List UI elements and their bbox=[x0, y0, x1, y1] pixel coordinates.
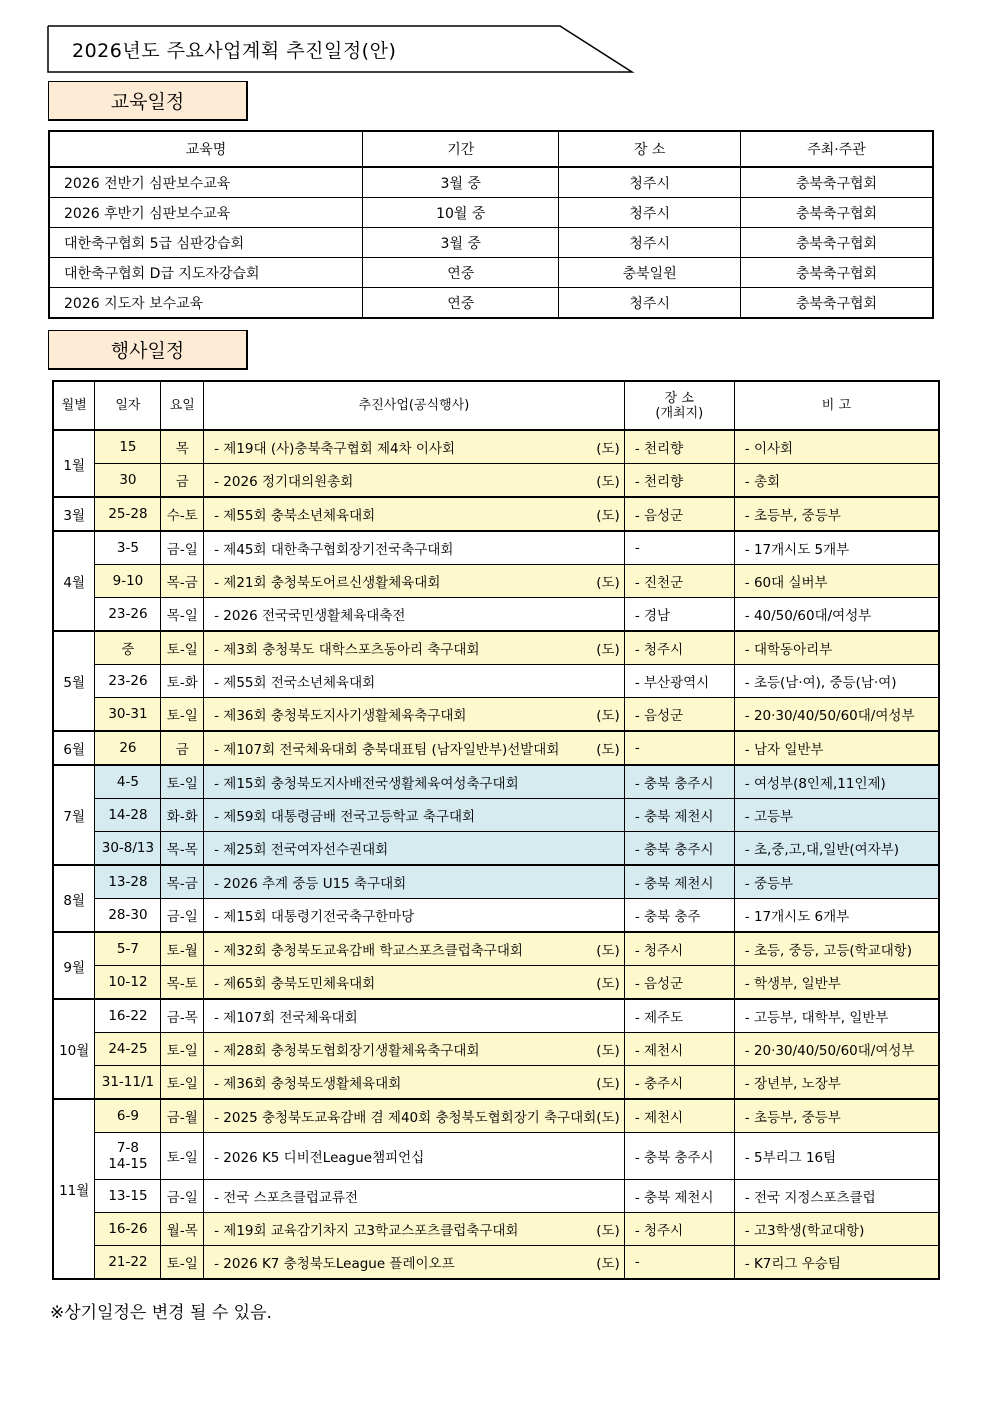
event-day-cell: 금-월 bbox=[161, 1099, 204, 1133]
event-place-cell: - 충북 충주 bbox=[624, 899, 734, 933]
event-name-cell bbox=[204, 865, 625, 899]
event-name-wrap bbox=[214, 738, 624, 758]
event-host-tag: (도) bbox=[596, 1043, 620, 1059]
event-month-cell: 8월 bbox=[53, 865, 95, 932]
event-place-cell: - 충북 충주시 bbox=[624, 832, 734, 866]
event-note-cell: - 초등(남·여), 중등(남·여) bbox=[734, 665, 939, 698]
event-name-cell bbox=[204, 899, 625, 933]
event-date-cell: 15 bbox=[95, 430, 161, 464]
event-day-cell: 토-일 bbox=[161, 1066, 204, 1100]
event-name-text: - 제107회 전국체육대회 bbox=[214, 1010, 358, 1026]
event-name-cell bbox=[204, 932, 625, 966]
event-row bbox=[53, 999, 939, 1033]
edu-cell-name: 2026 전반기 심판보수교육 bbox=[49, 167, 363, 198]
event-host-tag: (도) bbox=[596, 441, 620, 457]
event-note-cell: - 5부리그 16팀 bbox=[734, 1133, 939, 1180]
event-name-wrap bbox=[214, 872, 624, 892]
event-name-text: - 2025 충청북도교육감배 겸 제40회 충청북도협회장기 축구대회 bbox=[214, 1110, 597, 1126]
event-place-cell: - 충북 제천시 bbox=[624, 799, 734, 832]
edu-cell-host: 충북축구협회 bbox=[740, 288, 933, 319]
event-name-cell bbox=[204, 464, 625, 498]
event-date-cell: 28-30 bbox=[95, 899, 161, 933]
event-name-wrap bbox=[214, 538, 624, 558]
edu-row bbox=[49, 258, 933, 288]
event-day-cell: 금 bbox=[161, 731, 204, 765]
event-host-tag: (도) bbox=[596, 708, 620, 724]
event-note-cell: - 초등, 중등, 고등(학교대항) bbox=[734, 932, 939, 966]
event-name-text: - 2026 정기대의원총회 bbox=[214, 474, 354, 490]
event-row bbox=[53, 799, 939, 832]
event-note-cell: - 고3학생(학교대항) bbox=[734, 1213, 939, 1246]
event-name-text: - 2026 K7 충청북도League 플레이오프 bbox=[214, 1256, 455, 1272]
event-name-cell bbox=[204, 1033, 625, 1066]
event-name-text: - 제15회 충청북도지사배전국생활체육여성축구대회 bbox=[214, 776, 519, 792]
event-name-text: - 제55회 충북소년체육대회 bbox=[214, 508, 376, 524]
event-name-wrap bbox=[214, 504, 624, 524]
event-header-event: 추진사업(공식행사) bbox=[204, 381, 625, 430]
event-place-cell: - 충북 충주시 bbox=[624, 765, 734, 799]
event-place-cell: - bbox=[624, 1246, 734, 1280]
event-day-cell: 토-월 bbox=[161, 932, 204, 966]
event-name-wrap bbox=[214, 1186, 624, 1206]
event-note-cell: - 60대 실버부 bbox=[734, 565, 939, 598]
event-day-cell: 목-금 bbox=[161, 865, 204, 899]
event-name-wrap bbox=[214, 1219, 624, 1239]
event-row bbox=[53, 565, 939, 598]
edu-cell-period: 10월 중 bbox=[363, 198, 559, 228]
event-month-cell: 3월 bbox=[53, 497, 95, 531]
event-header-row bbox=[53, 381, 939, 430]
event-note-cell: - 전국 지정스포츠클럽 bbox=[734, 1180, 939, 1213]
edu-header-name: 교육명 bbox=[49, 131, 363, 167]
event-name-cell bbox=[204, 665, 625, 698]
event-note-cell: - 초,중,고,대,일반(여자부) bbox=[734, 832, 939, 866]
event-row bbox=[53, 899, 939, 933]
event-schedule-table bbox=[52, 380, 940, 1280]
event-note-cell: - 40/50/60대/여성부 bbox=[734, 598, 939, 632]
event-place-cell: - 충북 충주시 bbox=[624, 1133, 734, 1180]
event-host-tag: (도) bbox=[596, 508, 620, 524]
event-header-place-line1: 장 소 bbox=[664, 390, 694, 406]
event-name-cell bbox=[204, 1213, 625, 1246]
event-note-cell: - 20·30/40/50/60대/여성부 bbox=[734, 698, 939, 732]
event-day-cell: 목-토 bbox=[161, 966, 204, 1000]
event-name-text: - 2026 전국국민생활체육대축전 bbox=[214, 608, 406, 624]
edu-section-label: 교육일정 bbox=[48, 81, 248, 121]
event-host-tag: (도) bbox=[596, 1256, 620, 1272]
event-place-cell: - 진천군 bbox=[624, 565, 734, 598]
edu-cell-name: 대한축구협회 5급 심판강습회 bbox=[49, 228, 363, 258]
event-name-text: - 제25회 전국여자선수권대회 bbox=[214, 842, 389, 858]
edu-header-period: 기간 bbox=[363, 131, 559, 167]
edu-cell-place: 청주시 bbox=[559, 288, 740, 319]
event-date-cell: 31-11/1 bbox=[95, 1066, 161, 1100]
event-name-text: - 제55회 전국소년체육대회 bbox=[214, 675, 376, 691]
event-note-cell: - 초등부, 중등부 bbox=[734, 497, 939, 531]
event-name-wrap bbox=[214, 939, 624, 959]
edu-schedule-table bbox=[48, 130, 934, 319]
event-place-cell: - bbox=[624, 531, 734, 565]
event-date-cell: 중 bbox=[95, 631, 161, 665]
event-name-wrap bbox=[214, 638, 624, 658]
event-day-cell: 수-토 bbox=[161, 497, 204, 531]
event-day-cell: 토-화 bbox=[161, 665, 204, 698]
edu-cell-name: 대한축구협회 D급 지도자강습회 bbox=[49, 258, 363, 288]
event-host-tag: (도) bbox=[596, 1110, 620, 1126]
event-month-cell: 1월 bbox=[53, 430, 95, 497]
event-note-cell: - 남자 일반부 bbox=[734, 731, 939, 765]
event-place-cell: - 음성군 bbox=[624, 966, 734, 1000]
edu-cell-host: 충북축구협회 bbox=[740, 167, 933, 198]
event-name-cell bbox=[204, 832, 625, 866]
event-name-cell bbox=[204, 731, 625, 765]
event-month-cell: 10월 bbox=[53, 999, 95, 1099]
event-name-cell bbox=[204, 430, 625, 464]
event-date-cell: 14-28 bbox=[95, 799, 161, 832]
event-note-cell: - 초등부, 중등부 bbox=[734, 1099, 939, 1133]
event-date-cell: 5-7 bbox=[95, 932, 161, 966]
edu-header-host: 주최·주관 bbox=[740, 131, 933, 167]
event-note-cell: - 고등부 bbox=[734, 799, 939, 832]
event-name-wrap bbox=[214, 470, 624, 490]
edu-cell-host: 충북축구협회 bbox=[740, 198, 933, 228]
event-place-cell: - bbox=[624, 731, 734, 765]
event-name-cell bbox=[204, 531, 625, 565]
event-row bbox=[53, 497, 939, 531]
event-row bbox=[53, 631, 939, 665]
event-day-cell: 목 bbox=[161, 430, 204, 464]
event-place-cell: - 충북 제천시 bbox=[624, 1180, 734, 1213]
edu-cell-host: 충북축구협회 bbox=[740, 228, 933, 258]
event-name-wrap bbox=[214, 1039, 624, 1059]
event-name-cell bbox=[204, 799, 625, 832]
event-row bbox=[53, 430, 939, 464]
event-name-cell bbox=[204, 698, 625, 732]
event-name-text: - 제19대 (사)충북축구협회 제4차 이사회 bbox=[214, 441, 456, 457]
event-row bbox=[53, 765, 939, 799]
event-date-cell: 25-28 bbox=[95, 497, 161, 531]
edu-cell-period: 3월 중 bbox=[363, 167, 559, 198]
event-place-cell: - 청주시 bbox=[624, 631, 734, 665]
event-row bbox=[53, 966, 939, 1000]
event-header-month: 월별 bbox=[53, 381, 95, 430]
event-name-wrap bbox=[214, 905, 624, 925]
event-note-cell: - 총회 bbox=[734, 464, 939, 498]
event-name-text: - 제32회 충청북도교육감배 학교스포츠클럽축구대회 bbox=[214, 943, 523, 959]
event-name-wrap bbox=[214, 805, 624, 825]
event-row bbox=[53, 1033, 939, 1066]
event-host-tag: (도) bbox=[596, 1076, 620, 1092]
event-name-wrap bbox=[214, 1146, 624, 1166]
event-row bbox=[53, 832, 939, 866]
event-row bbox=[53, 531, 939, 565]
event-name-text: - 제65회 충북도민체육대회 bbox=[214, 976, 376, 992]
event-section-label: 행사일정 bbox=[48, 330, 248, 370]
event-date-cell: 13-15 bbox=[95, 1180, 161, 1213]
event-name-cell bbox=[204, 999, 625, 1033]
event-date-cell: 23-26 bbox=[95, 598, 161, 632]
event-day-cell: 금-일 bbox=[161, 899, 204, 933]
event-name-text: - 제36회 충청북도생활체육대회 bbox=[214, 1076, 402, 1092]
event-date-cell: 24-25 bbox=[95, 1033, 161, 1066]
event-day-cell: 목-일 bbox=[161, 598, 204, 632]
event-name-wrap bbox=[214, 437, 624, 457]
event-day-cell: 금-일 bbox=[161, 531, 204, 565]
event-note-cell: - 학생부, 일반부 bbox=[734, 966, 939, 1000]
event-place-cell: - 청주시 bbox=[624, 932, 734, 966]
edu-row bbox=[49, 228, 933, 258]
event-name-wrap bbox=[214, 704, 624, 724]
event-host-tag: (도) bbox=[596, 943, 620, 959]
event-note-cell: - 17개시도 5개부 bbox=[734, 531, 939, 565]
event-day-cell: 금 bbox=[161, 464, 204, 498]
event-row bbox=[53, 1133, 939, 1180]
event-name-cell bbox=[204, 598, 625, 632]
event-date-cell: 30-8/13 bbox=[95, 832, 161, 866]
event-note-cell: - 20·30/40/50/60대/여성부 bbox=[734, 1033, 939, 1066]
event-name-cell bbox=[204, 631, 625, 665]
event-row bbox=[53, 464, 939, 498]
edu-cell-host: 충북축구협회 bbox=[740, 258, 933, 288]
event-row bbox=[53, 731, 939, 765]
event-day-cell: 토-일 bbox=[161, 765, 204, 799]
event-place-cell: - 부산광역시 bbox=[624, 665, 734, 698]
event-day-cell: 금-목 bbox=[161, 999, 204, 1033]
event-day-cell: 토-일 bbox=[161, 1246, 204, 1280]
event-name-cell bbox=[204, 1246, 625, 1280]
event-day-cell: 화-화 bbox=[161, 799, 204, 832]
event-month-cell: 4월 bbox=[53, 531, 95, 631]
event-header-day: 요일 bbox=[161, 381, 204, 430]
event-name-text: - 제15회 대통령기전국축구한마당 bbox=[214, 909, 415, 925]
event-name-wrap bbox=[214, 1006, 624, 1026]
event-month-cell: 11월 bbox=[53, 1099, 95, 1279]
event-name-cell bbox=[204, 1180, 625, 1213]
event-name-cell bbox=[204, 1099, 625, 1133]
event-row bbox=[53, 665, 939, 698]
event-place-cell: - 청주시 bbox=[624, 1213, 734, 1246]
edu-cell-name: 2026 후반기 심판보수교육 bbox=[49, 198, 363, 228]
event-date-cell: 16-26 bbox=[95, 1213, 161, 1246]
edu-row bbox=[49, 167, 933, 198]
edu-cell-period: 3월 중 bbox=[363, 228, 559, 258]
event-date-cell: 6-9 bbox=[95, 1099, 161, 1133]
event-date-cell: 9-10 bbox=[95, 565, 161, 598]
event-row bbox=[53, 598, 939, 632]
event-date-cell: 30-31 bbox=[95, 698, 161, 732]
event-name-text: - 제107회 전국체육대회 충북대표팀 (남자일반부)선발대회 bbox=[214, 742, 560, 758]
event-name-cell bbox=[204, 1066, 625, 1100]
event-name-wrap bbox=[214, 1106, 624, 1126]
event-place-cell: - 천리향 bbox=[624, 430, 734, 464]
event-header-note: 비 고 bbox=[734, 381, 939, 430]
edu-cell-name: 2026 지도자 보수교육 bbox=[49, 288, 363, 319]
event-day-cell: 토-일 bbox=[161, 1133, 204, 1180]
event-day-cell: 목-목 bbox=[161, 832, 204, 866]
event-month-cell: 5월 bbox=[53, 631, 95, 731]
page-title: 2026년도 주요사업계획 추진일정(안) bbox=[72, 40, 397, 62]
edu-cell-place: 청주시 bbox=[559, 228, 740, 258]
edu-header-row bbox=[49, 131, 933, 167]
event-name-text: - 제3회 충청북도 대학스포츠동아리 축구대회 bbox=[214, 642, 480, 658]
edu-row bbox=[49, 288, 933, 319]
event-row bbox=[53, 1180, 939, 1213]
event-note-cell: - 17개시도 6개부 bbox=[734, 899, 939, 933]
event-note-cell: - 여성부(8인제,11인제) bbox=[734, 765, 939, 799]
event-day-cell: 토-일 bbox=[161, 1033, 204, 1066]
event-name-cell bbox=[204, 565, 625, 598]
edu-header-place: 장 소 bbox=[559, 131, 740, 167]
event-place-cell: - 천리향 bbox=[624, 464, 734, 498]
event-place-cell: - 음성군 bbox=[624, 497, 734, 531]
event-row bbox=[53, 865, 939, 899]
event-note-cell: - 이사회 bbox=[734, 430, 939, 464]
event-day-cell: 금-일 bbox=[161, 1180, 204, 1213]
event-note-cell: - 중등부 bbox=[734, 865, 939, 899]
event-name-wrap bbox=[214, 571, 624, 591]
event-row bbox=[53, 932, 939, 966]
event-place-cell: - 제천시 bbox=[624, 1099, 734, 1133]
event-date-cell: 10-12 bbox=[95, 966, 161, 1000]
event-name-wrap bbox=[214, 1252, 624, 1272]
event-name-wrap bbox=[214, 772, 624, 792]
event-day-cell: 토-일 bbox=[161, 631, 204, 665]
event-host-tag: (도) bbox=[596, 1223, 620, 1239]
edu-row bbox=[49, 198, 933, 228]
event-header-date: 일자 bbox=[95, 381, 161, 430]
event-place-cell: - 음성군 bbox=[624, 698, 734, 732]
event-name-wrap bbox=[214, 972, 624, 992]
event-name-cell bbox=[204, 497, 625, 531]
event-note-cell: - 고등부, 대학부, 일반부 bbox=[734, 999, 939, 1033]
event-name-cell bbox=[204, 966, 625, 1000]
footnote: ※상기일정은 변경 될 수 있음. bbox=[50, 1303, 272, 1323]
event-name-text: - 2026 K5 디비전League챔피언십 bbox=[214, 1150, 425, 1166]
event-date-cell: 13-28 bbox=[95, 865, 161, 899]
edu-cell-period: 연중 bbox=[363, 258, 559, 288]
event-name-text: - 전국 스포츠클럽교류전 bbox=[214, 1190, 359, 1206]
event-place-cell: - 충주시 bbox=[624, 1066, 734, 1100]
event-name-wrap bbox=[214, 604, 624, 624]
event-row bbox=[53, 1066, 939, 1100]
event-name-text: - 제45회 대한축구협회장기전국축구대회 bbox=[214, 542, 454, 558]
event-name-text: - 제19회 교육감기차지 고3학교스포츠클럽축구대회 bbox=[214, 1223, 519, 1239]
edu-cell-place: 충북일원 bbox=[559, 258, 740, 288]
event-row bbox=[53, 1099, 939, 1133]
event-row bbox=[53, 1213, 939, 1246]
event-date-cell: 7-8 14-15 bbox=[95, 1133, 161, 1180]
event-host-tag: (도) bbox=[596, 642, 620, 658]
event-note-cell: - K7리그 우승팀 bbox=[734, 1246, 939, 1280]
event-date-cell: 3-5 bbox=[95, 531, 161, 565]
event-name-cell bbox=[204, 765, 625, 799]
event-date-cell: 4-5 bbox=[95, 765, 161, 799]
event-name-wrap bbox=[214, 1072, 624, 1092]
event-place-cell: - 제천시 bbox=[624, 1033, 734, 1066]
event-host-tag: (도) bbox=[596, 474, 620, 490]
event-name-cell bbox=[204, 1133, 625, 1180]
edu-cell-place: 청주시 bbox=[559, 198, 740, 228]
event-month-cell: 6월 bbox=[53, 731, 95, 765]
event-name-text: - 제28회 충청북도협회장기생활체육축구대회 bbox=[214, 1043, 480, 1059]
event-host-tag: (도) bbox=[596, 742, 620, 758]
event-name-wrap bbox=[214, 671, 624, 691]
event-name-text: - 제36회 충청북도지사기생활체육축구대회 bbox=[214, 708, 467, 724]
event-day-cell: 월-목 bbox=[161, 1213, 204, 1246]
event-month-cell: 9월 bbox=[53, 932, 95, 999]
event-name-text: - 2026 추계 중등 U15 축구대회 bbox=[214, 876, 407, 892]
event-date-cell: 21-22 bbox=[95, 1246, 161, 1280]
event-day-cell: 토-일 bbox=[161, 698, 204, 732]
event-header-place-line2: (개최지) bbox=[655, 405, 704, 421]
edu-cell-period: 연중 bbox=[363, 288, 559, 319]
event-host-tag: (도) bbox=[596, 575, 620, 591]
event-row bbox=[53, 698, 939, 732]
event-name-text: - 제59회 대통령금배 전국고등학교 축구대회 bbox=[214, 809, 476, 825]
event-note-cell: - 대학동아리부 bbox=[734, 631, 939, 665]
event-date-cell: 23-26 bbox=[95, 665, 161, 698]
event-date-cell: 16-22 bbox=[95, 999, 161, 1033]
event-place-cell: - 제주도 bbox=[624, 999, 734, 1033]
event-row bbox=[53, 1246, 939, 1280]
event-place-cell: - 충북 제천시 bbox=[624, 865, 734, 899]
event-header-place bbox=[624, 381, 734, 430]
event-place-cell: - 경남 bbox=[624, 598, 734, 632]
event-month-cell: 7월 bbox=[53, 765, 95, 865]
edu-cell-place: 청주시 bbox=[559, 167, 740, 198]
event-host-tag: (도) bbox=[596, 976, 620, 992]
event-note-cell: - 장년부, 노장부 bbox=[734, 1066, 939, 1100]
event-name-wrap bbox=[214, 838, 624, 858]
event-day-cell: 목-금 bbox=[161, 565, 204, 598]
event-date-cell: 26 bbox=[95, 731, 161, 765]
event-date-cell: 30 bbox=[95, 464, 161, 498]
event-name-text: - 제21회 충청북도어르신생활체육대회 bbox=[214, 575, 441, 591]
